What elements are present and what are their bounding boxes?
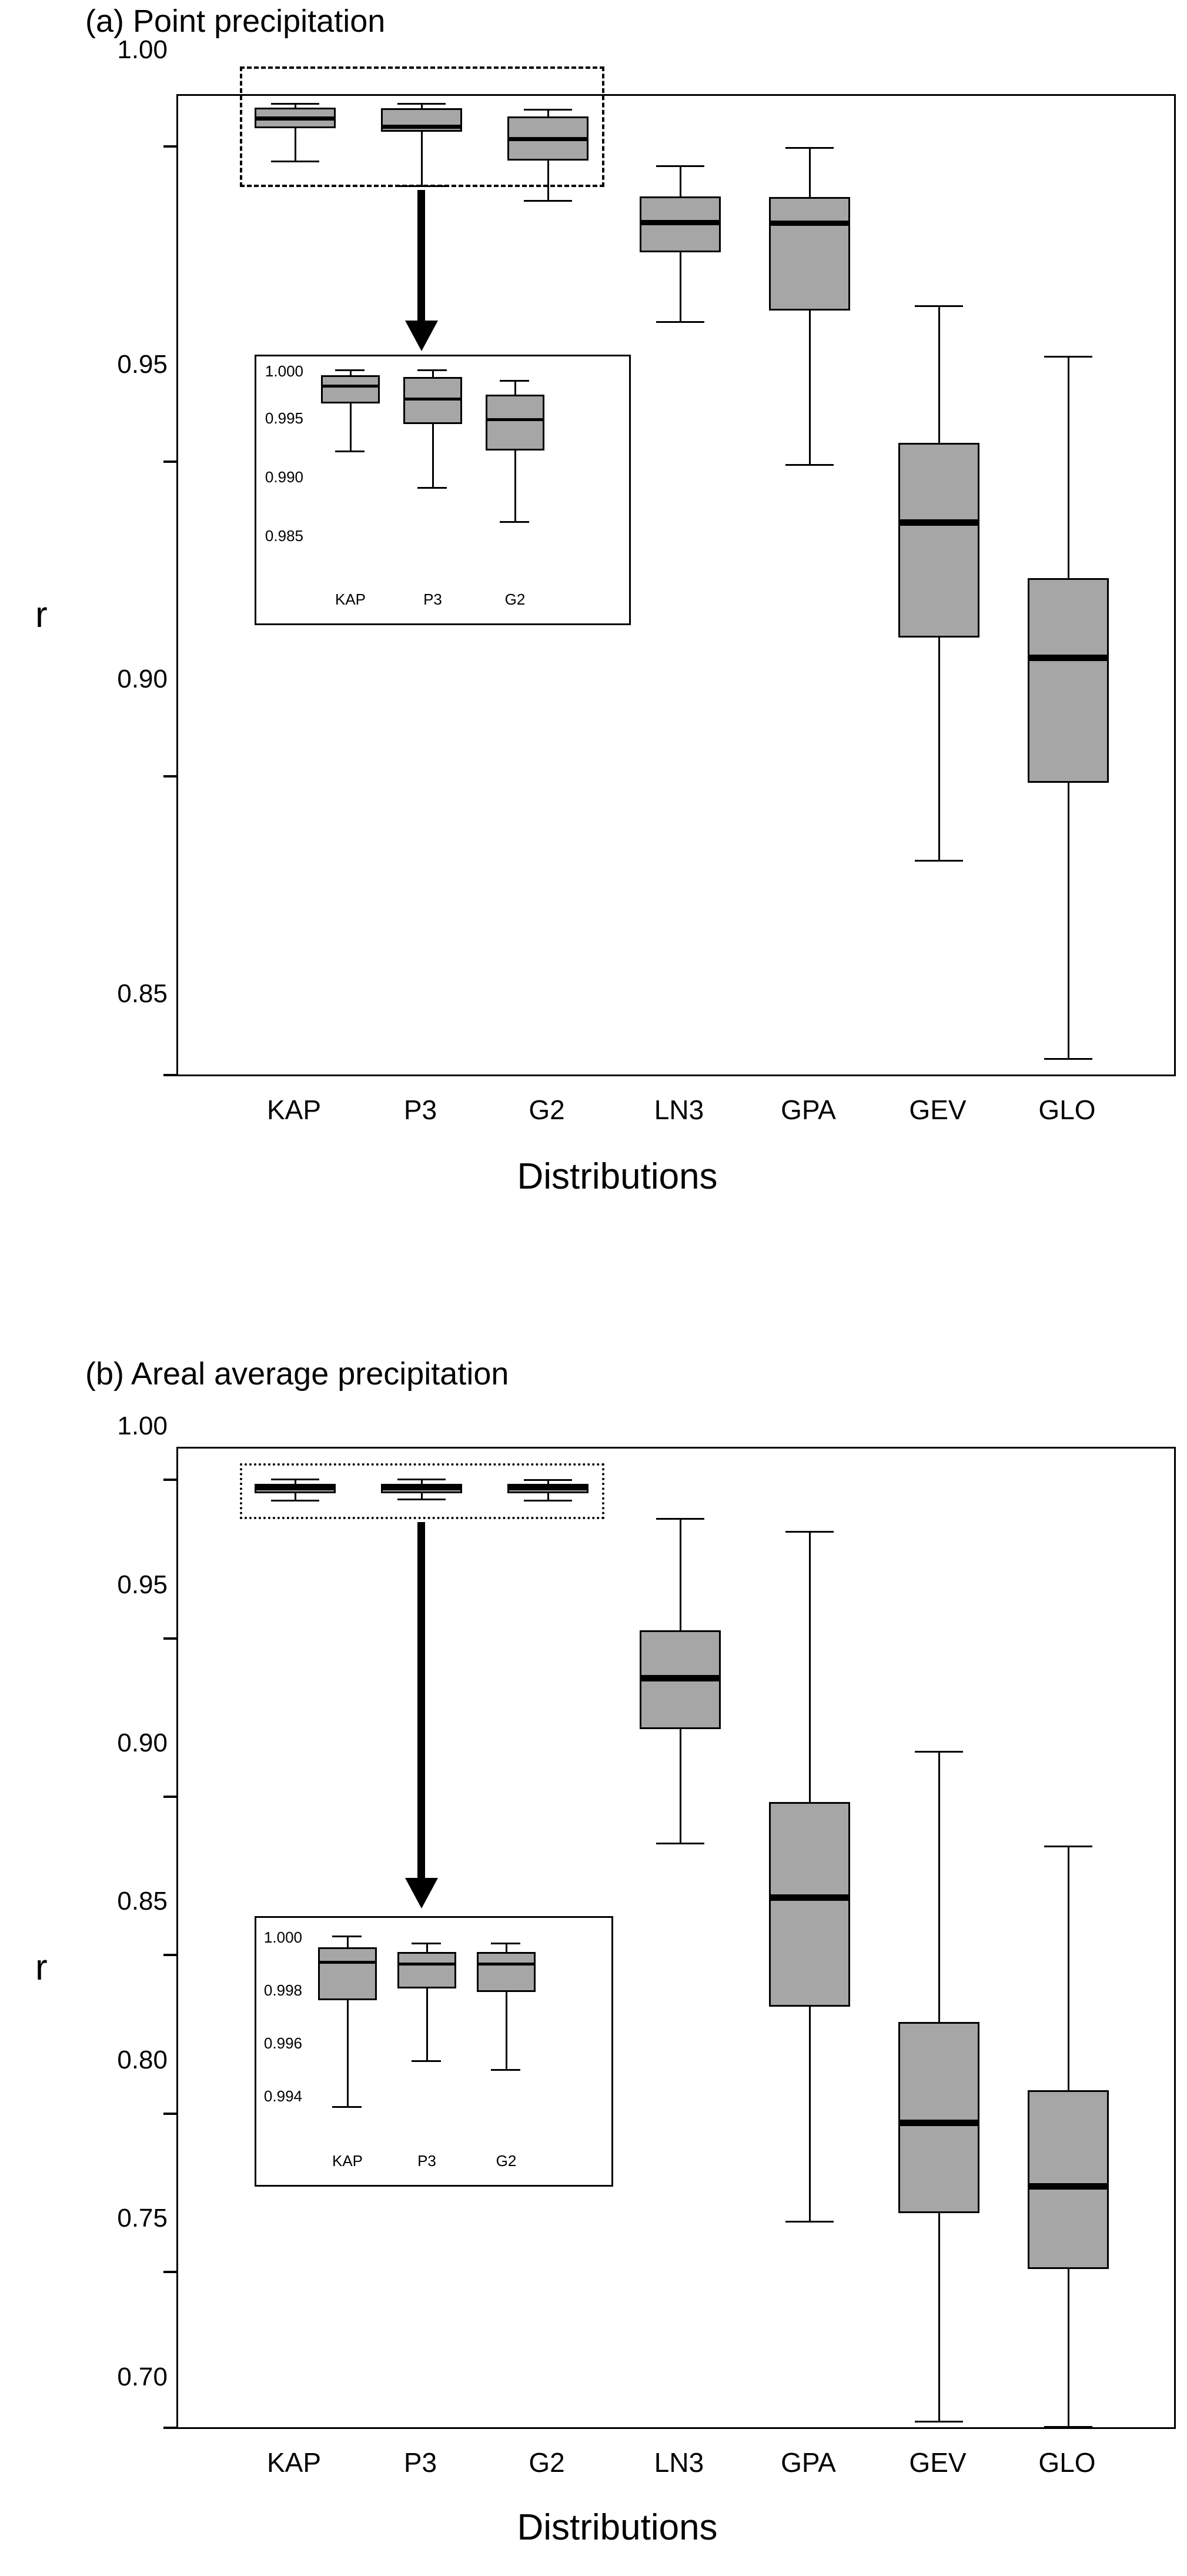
inset-a-ytick-0995: 0.995 (265, 409, 303, 427)
whisker-cap-upper (656, 1518, 704, 1520)
whisker-cap-lower (491, 2069, 520, 2071)
ytick-mark (163, 1479, 176, 1481)
box (898, 443, 979, 638)
panel-a-xtick-gev: GEV (909, 1095, 967, 1125)
median-line (1028, 2183, 1109, 2190)
whisker-cap-upper (656, 165, 704, 167)
panel-b-ytick-095: 0.95 (117, 1570, 168, 1599)
panel-a-xtick-glo: GLO (1038, 1095, 1096, 1125)
whisker-cap-lower (500, 521, 529, 523)
panel-a-xtick-gpa: GPA (781, 1095, 836, 1125)
median-line (321, 385, 380, 388)
panel-b-xtick-glo: GLO (1038, 2447, 1096, 2478)
whisker-cap-lower (417, 487, 447, 489)
panel-a-plot-area (176, 94, 1176, 1076)
ytick-mark (163, 1954, 176, 1956)
panel-b-ylabel: r (35, 1947, 48, 1988)
panel-b-inset (255, 1916, 613, 2187)
whisker-cap-upper (412, 1943, 441, 1944)
ytick-mark (163, 1796, 176, 1798)
panel-b-ytick-090: 0.90 (117, 1729, 168, 1757)
panel-b-xtick-kap: KAP (266, 2447, 322, 2478)
inset-a-xtick-g2: G2 (504, 590, 526, 608)
inset-b-ytick-0994: 0.994 (263, 2087, 302, 2105)
panel-b (0, 1294, 1187, 2576)
ytick-mark (163, 2113, 176, 2115)
panel-b-ytick-100: 1.00 (117, 1412, 168, 1440)
whisker-cap-lower (1044, 2426, 1092, 2428)
whisker-cap-lower (412, 2060, 441, 2062)
whisker-cap-lower (656, 321, 704, 323)
box (769, 1802, 850, 2007)
panel-a (0, 0, 1187, 1282)
panel-a-zoom-arrow-shaft (417, 190, 425, 322)
panel-a-inset (255, 355, 631, 625)
ytick-mark (163, 2427, 176, 2429)
whisker-cap-lower (656, 1843, 704, 1844)
whisker-cap-upper (335, 369, 365, 371)
median-line (769, 221, 850, 226)
inset-b-xtick-kap: KAP (332, 2152, 363, 2170)
panel-b-xtick-ln3: LN3 (654, 2447, 704, 2478)
ytick-mark (163, 2271, 176, 2273)
inset-a-ytick-0985: 0.985 (265, 527, 303, 545)
panel-a-title: (a) Point precipitation (85, 4, 386, 39)
median-line (898, 2120, 979, 2126)
box (397, 1952, 456, 1988)
panel-a-xtick-g2: G2 (529, 1095, 565, 1125)
panel-a-xtick-p3: P3 (403, 1095, 437, 1125)
box (769, 197, 850, 311)
whisker-cap-upper (1044, 356, 1092, 358)
panel-b-ytick-070: 0.70 (117, 2363, 168, 2391)
median-line (403, 398, 462, 401)
panel-b-xtick-gev: GEV (909, 2447, 967, 2478)
panel-b-zoom-highlight (240, 1463, 604, 1519)
box (321, 375, 380, 403)
inset-a-xtick-p3: P3 (423, 590, 442, 608)
ytick-mark (163, 775, 176, 778)
whisker-cap-lower (1044, 1058, 1092, 1060)
whisker-cap-upper (417, 369, 447, 371)
whisker-cap-lower (785, 464, 834, 466)
whisker-cap-upper (915, 305, 963, 307)
box (898, 2022, 979, 2213)
median-line (898, 519, 979, 526)
whisker-cap-upper (1044, 1846, 1092, 1847)
whisker-cap-upper (785, 147, 834, 149)
box (1028, 2090, 1109, 2269)
ytick-mark (163, 1637, 176, 1640)
box (486, 395, 544, 451)
panel-b-ytick-075: 0.75 (117, 2204, 168, 2233)
panel-a-ytick-085: 0.85 (117, 979, 168, 1008)
panel-b-title: (b) Areal average precipitation (85, 1356, 509, 1392)
panel-b-xtick-p3: P3 (403, 2447, 437, 2478)
inset-a-xtick-kap: KAP (335, 590, 366, 608)
ytick-mark (163, 461, 176, 463)
median-line (486, 418, 544, 421)
panel-b-zoom-arrow-shaft (417, 1522, 425, 1881)
box (318, 1947, 377, 2000)
panel-a-ytick-090: 0.90 (117, 665, 168, 693)
ytick-mark (163, 145, 176, 148)
panel-a-zoom-highlight (240, 66, 604, 187)
panel-b-plot-area (176, 1447, 1176, 2429)
ytick-mark (163, 1074, 176, 1076)
panel-a-ytick-100: 1.00 (117, 35, 168, 64)
whisker-cap-upper (500, 380, 529, 382)
panel-b-ytick-080: 0.80 (117, 2046, 168, 2074)
panel-a-ytick-095: 0.95 (117, 350, 168, 379)
panel-b-xlabel: Distributions (517, 2507, 718, 2548)
inset-b-ytick-0996: 0.996 (263, 2034, 302, 2052)
panel-b-zoom-arrow-head (405, 1878, 438, 1908)
whisker-cap-upper (491, 1943, 520, 1944)
whisker-cap-upper (915, 1751, 963, 1753)
inset-b-xtick-p3: P3 (417, 2152, 436, 2170)
inset-a-ytick-1000: 1.000 (265, 362, 303, 380)
panel-a-zoom-arrow-head (405, 321, 438, 351)
inset-a-ytick-0990: 0.990 (265, 468, 303, 486)
median-line (640, 220, 721, 225)
panel-a-xlabel: Distributions (517, 1156, 718, 1197)
panel-b-xtick-gpa: GPA (781, 2447, 836, 2478)
inset-b-ytick-0998: 0.998 (263, 1981, 302, 1999)
median-line (640, 1675, 721, 1681)
panel-b-ytick-085: 0.85 (117, 1887, 168, 1916)
panel-a-ylabel: r (35, 595, 48, 635)
median-line (318, 1961, 377, 1964)
inset-b-xtick-g2: G2 (496, 2152, 517, 2170)
whisker-cap-lower (524, 200, 572, 202)
median-line (769, 1894, 850, 1901)
panel-a-xtick-ln3: LN3 (654, 1095, 704, 1125)
panel-b-xtick-g2: G2 (529, 2447, 565, 2478)
whisker-cap-upper (332, 1936, 362, 1937)
whisker-cap-lower (332, 2106, 362, 2108)
whisker-cap-upper (785, 1531, 834, 1533)
median-line (477, 1963, 536, 1966)
box (403, 377, 462, 424)
whisker-cap-lower (915, 2421, 963, 2422)
whisker-cap-lower (915, 860, 963, 862)
median-line (1028, 655, 1109, 661)
box (1028, 578, 1109, 783)
box (477, 1952, 536, 1992)
whisker-cap-lower (785, 2221, 834, 2223)
whisker-cap-lower (335, 451, 365, 452)
median-line (397, 1963, 456, 1966)
inset-b-ytick-1000: 1.000 (263, 1928, 302, 1946)
panel-a-xtick-kap: KAP (266, 1095, 322, 1125)
